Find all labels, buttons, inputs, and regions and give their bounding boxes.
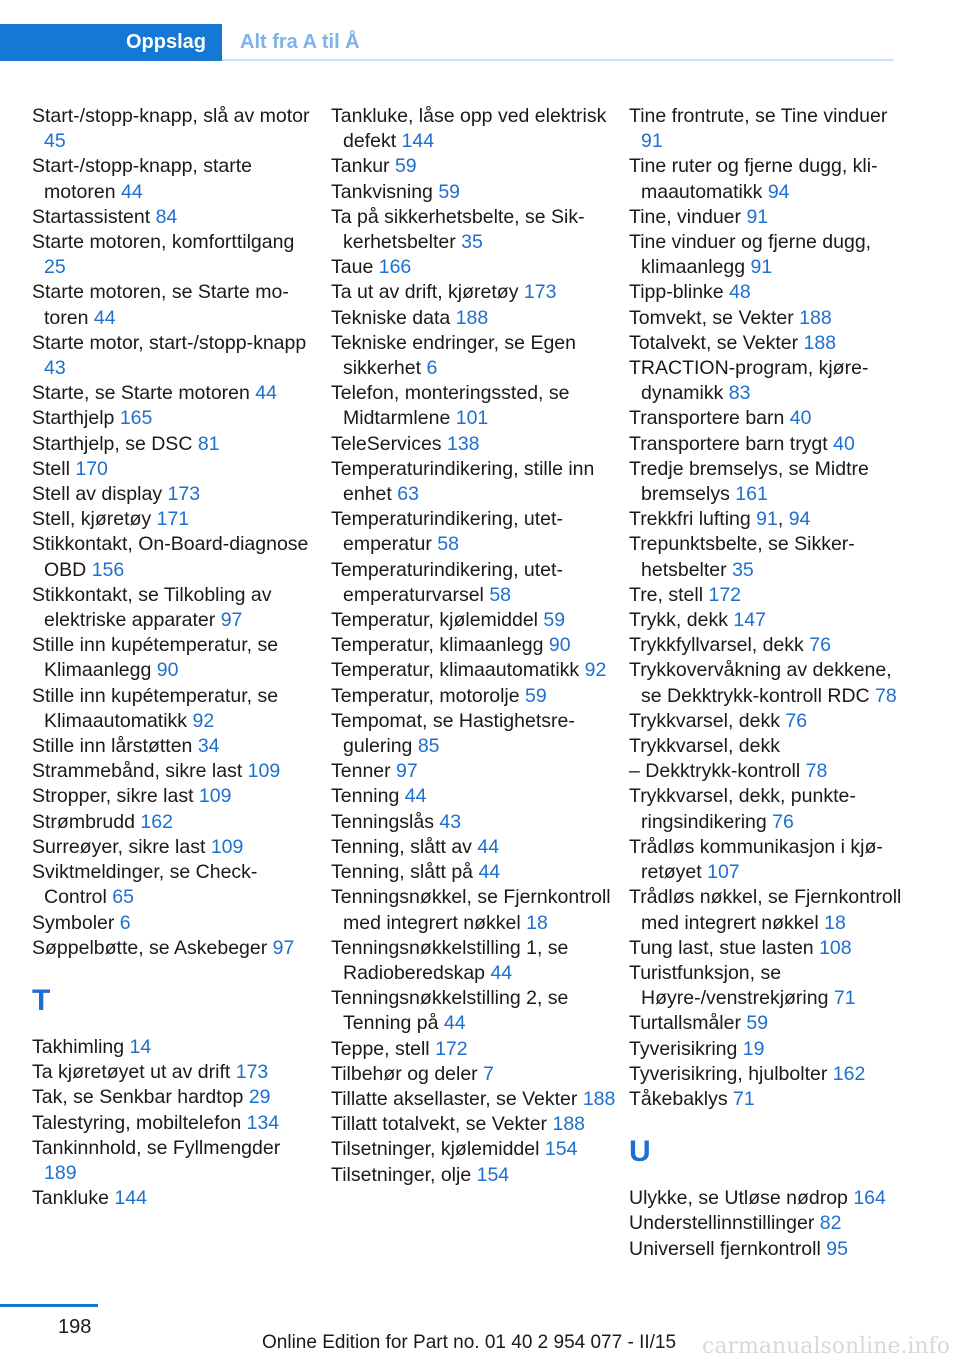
page-reference-link[interactable]: 165	[119, 407, 153, 430]
index-entry	[331, 658, 616, 683]
footer-divider	[0, 1304, 98, 1307]
page-reference-link[interactable]: 101	[455, 407, 489, 430]
index-entry	[32, 1035, 317, 1060]
page-reference-link[interactable]: 162	[832, 1062, 866, 1085]
index-term: Tekniske endringer, se Egen sikkerhet	[331, 331, 576, 380]
index-entry	[331, 885, 616, 935]
index-term: Trykkovervåkning av dekkene, se Dekktrykk-kontroll RDC	[629, 659, 892, 707]
page-reference-link[interactable]: 173	[523, 281, 557, 304]
page-reference-link[interactable]: 45	[44, 130, 66, 153]
index-entry	[32, 1136, 317, 1186]
page-reference-link[interactable]: 109	[210, 835, 244, 858]
page-reference-link[interactable]: 188	[582, 1087, 616, 1110]
page-reference-link[interactable]: 25	[44, 256, 66, 279]
index-entry	[629, 633, 914, 658]
page-reference-link[interactable]: 59	[525, 684, 547, 707]
page-reference-link[interactable]: 7	[483, 1062, 494, 1085]
index-term: Turtallsmåler	[629, 1012, 741, 1035]
tab-oppslag[interactable]: Oppslag	[0, 24, 222, 61]
index-entry	[629, 784, 914, 834]
page-reference-link[interactable]: 189	[44, 1161, 77, 1184]
page-reference-link[interactable]: 44	[404, 785, 427, 808]
index-entry	[32, 532, 317, 582]
page-reference-link[interactable]: 6	[426, 357, 438, 380]
index-term: Talestyring, mobiltelefon	[32, 1111, 242, 1134]
index-entry	[32, 911, 317, 936]
page-reference-link[interactable]: 43	[439, 810, 462, 833]
page-reference-link[interactable]: 48	[729, 281, 751, 304]
index-term: Taue	[331, 256, 374, 279]
index-term: Trykkvarsel, dekk	[629, 735, 780, 758]
index-term: Tyverisikring	[629, 1037, 738, 1060]
index-entry	[331, 709, 616, 759]
page-reference-link[interactable]: 44	[93, 306, 116, 329]
index-entry	[32, 583, 317, 633]
index-entry	[32, 457, 317, 482]
index-term: Tenning, slått på	[331, 861, 474, 884]
index-term: Startassistent	[32, 205, 151, 228]
page-reference-link[interactable]: 95	[826, 1237, 848, 1260]
index-entry	[331, 558, 616, 608]
index-entry	[629, 306, 914, 331]
page-reference-link[interactable]: 97	[220, 609, 243, 632]
page-reference-link[interactable]: 162	[140, 810, 173, 833]
page-reference-link[interactable]: 81	[197, 432, 220, 455]
index-entry	[629, 1062, 914, 1087]
index-term: Turistfunksjon, se Høyre-/venstrekjøring	[629, 961, 829, 1010]
index-entry	[331, 205, 616, 255]
index-entry	[629, 230, 914, 280]
index-entry	[331, 1112, 616, 1137]
index-entry	[629, 406, 914, 431]
index-term: Universell fjernkontroll	[629, 1237, 821, 1260]
page-reference-link[interactable]: 78	[875, 684, 897, 707]
page-reference-link[interactable]: 44	[478, 861, 501, 884]
index-term: Starthjelp, se DSC	[32, 432, 193, 455]
page-reference-link[interactable]: 44	[120, 180, 143, 203]
page-reference-link[interactable]: 109	[198, 785, 232, 808]
index-term: Temperaturindikering, utetemperatur	[331, 508, 563, 556]
index-term: Tankvisning	[331, 180, 433, 203]
page-reference-link[interactable]: 154	[544, 1138, 578, 1161]
index-entry	[331, 331, 616, 381]
index-term: Trådløs nøkkel, se Fjernkontroll med integrert nøkkel	[629, 886, 902, 934]
page-reference-link[interactable]: 82	[819, 1212, 842, 1235]
index-entry	[331, 684, 616, 709]
index-entry	[32, 759, 317, 784]
edition-note: Online Edition for Part no. 01 40 2 954 077 - II/15	[262, 1332, 677, 1353]
index-entry	[32, 633, 317, 683]
page-reference-link[interactable]: 63	[397, 483, 419, 506]
index-term: Tine frontrute, se Tine vinduer	[629, 105, 888, 127]
index-term: Transportere barn	[629, 407, 785, 430]
index-entry	[629, 759, 914, 784]
index-term: Temperaturindikering, utetemperaturvarsel	[331, 558, 563, 606]
index-term: Transportere barn trygt	[629, 432, 828, 455]
index-entry	[32, 1186, 317, 1211]
index-term: Stille inn kupétemperatur, se Klimaautomatikk	[32, 684, 279, 732]
index-term: Tine, vinduer	[629, 205, 742, 228]
index-entry	[32, 936, 317, 961]
index-entry	[331, 180, 616, 205]
page-reference-link[interactable]: 71	[733, 1087, 755, 1110]
index-entry	[629, 608, 914, 633]
index-term: Tåkebaklys	[629, 1087, 728, 1110]
page-reference-link[interactable]: 14	[129, 1035, 152, 1058]
page-reference-link[interactable]: 91	[641, 130, 663, 153]
index-term: Understellinnstillinger	[629, 1212, 815, 1235]
index-entry	[32, 1111, 317, 1136]
index-term: Stikkontakt, se Tilkobling av elektriske apparater	[32, 583, 272, 632]
index-entry	[629, 1211, 914, 1236]
page-number: 198	[58, 1316, 92, 1338]
page-reference-link[interactable]: 109	[247, 760, 281, 783]
index-entry	[629, 104, 914, 154]
index-entry	[32, 835, 317, 860]
header-divider	[222, 59, 894, 61]
page-reference-link[interactable]: 97	[272, 936, 295, 959]
index-entry	[629, 532, 914, 582]
index-term: Tenningsnøkkelstilling 1, se Radioberedskap	[331, 936, 569, 984]
index-term: Tilsetninger, olje	[331, 1163, 472, 1186]
index-term: Temperatur, klimaanlegg	[331, 634, 544, 657]
index-term: TRACTION-program, kjøredynamikk	[629, 357, 869, 405]
page-reference-link[interactable]: 84	[155, 205, 178, 228]
index-term: Start-/stopp-knapp, starte motoren	[32, 155, 253, 203]
page-reference-link[interactable]: 59	[746, 1012, 769, 1035]
index-entry	[629, 432, 914, 457]
index-term: Trykkvarsel, dekk	[629, 709, 780, 732]
index-entry	[629, 709, 914, 734]
index-term: Trekkfri lufting	[629, 508, 751, 531]
index-entry	[629, 205, 914, 230]
index-entry	[32, 684, 317, 734]
index-entry	[331, 633, 616, 658]
watermark: carmanualsonline.info	[702, 1334, 950, 1359]
index-entry	[629, 583, 914, 608]
page-reference-link[interactable]: 173	[167, 483, 201, 506]
page-reference-link[interactable]: 154	[476, 1163, 510, 1186]
page-reference-link[interactable]: 76	[772, 810, 794, 833]
index-entry	[629, 457, 914, 507]
index-entry	[32, 482, 317, 507]
index-entry	[331, 306, 616, 331]
page-reference-link[interactable]: 161	[735, 483, 768, 506]
index-term: Tilsetninger, kjølemiddel	[331, 1138, 540, 1161]
index-entry	[331, 810, 616, 835]
index-term: Tyverisikring, hjulbolter	[629, 1062, 828, 1085]
page-reference-link[interactable]: 147	[733, 609, 766, 632]
index-term: Stell	[32, 457, 70, 480]
index-term: Tankur	[331, 155, 390, 178]
index-entry	[32, 406, 317, 431]
index-entry	[629, 936, 914, 961]
index-term: Starte motoren, komforttilgang	[32, 231, 295, 254]
index-term: Starthjelp	[32, 407, 115, 430]
index-entry	[331, 835, 616, 860]
index-term: Stropper, sikre last	[32, 785, 194, 808]
index-entry	[32, 205, 317, 230]
index-entry	[331, 507, 616, 557]
index-term: Symboler	[32, 911, 115, 934]
index-entry	[331, 860, 616, 885]
page-reference-link[interactable]: 71	[833, 987, 856, 1010]
index-entry	[331, 104, 616, 154]
index-column-3	[629, 104, 914, 1262]
index-term: Tempomat, se Hastighetsregulering	[331, 709, 575, 758]
index-entry	[629, 961, 914, 1011]
page-reference-link[interactable]: 58	[489, 583, 512, 606]
page-reference-link[interactable]: 76	[785, 709, 808, 732]
index-entry	[331, 432, 616, 457]
index-term: Tankluke, låse opp ved elektrisk defekt	[331, 105, 607, 153]
index-entry	[629, 885, 914, 935]
index-entry	[32, 280, 317, 330]
index-entry	[32, 230, 317, 280]
page-reference-link[interactable]: 144	[114, 1187, 147, 1210]
page-reference-link[interactable]: 65	[112, 886, 134, 909]
index-term: Tung last, stue lasten	[629, 936, 814, 959]
index-entry	[629, 734, 914, 759]
index-entry	[331, 936, 616, 986]
page-reference-link[interactable]: 144	[401, 130, 435, 153]
index-term: Temperatur, motorolje	[331, 684, 520, 707]
page-reference-link[interactable]: 43	[44, 357, 66, 380]
index-entry	[32, 784, 317, 809]
index-term: Tenningsnøkkelstilling 2, se Tenning på	[331, 987, 569, 1035]
index-term: Stille inn kupétemperatur, se Klimaanlegg	[32, 634, 279, 682]
index-term: Starte, se Starte motoren	[32, 382, 250, 405]
index-term: Starte motoren, se Starte motoren	[32, 281, 289, 329]
index-entry	[331, 457, 616, 507]
index-entry	[629, 1186, 914, 1211]
index-term: Ta kjøretøyet ut av drift	[32, 1061, 231, 1084]
page-reference-link[interactable]: 44	[255, 382, 277, 405]
page-reference-link[interactable]: 97	[396, 760, 418, 783]
index-term: Ta ut av drift, kjøretøy	[331, 281, 519, 304]
index-term: Totalvekt, se Vekter	[629, 331, 799, 354]
section-letter: U	[629, 1135, 651, 1169]
page-reference-link[interactable]: 188	[799, 306, 832, 329]
index-column-2	[331, 104, 616, 1188]
index-entry	[32, 331, 317, 381]
page-reference-link[interactable]: 138	[446, 432, 480, 455]
index-entry	[629, 1037, 914, 1062]
index-entry	[629, 154, 914, 204]
page-reference-link[interactable]: 90	[548, 634, 571, 657]
page-reference-link[interactable]: 173	[235, 1061, 269, 1084]
index-term: Søppelbøtte, se Askebeger	[32, 936, 268, 959]
index-term: Strammebånd, sikre last	[32, 760, 243, 783]
section-letter: T	[32, 983, 51, 1017]
index-term: Start-/stopp-knapp, slå av motor	[32, 105, 310, 127]
page-reference-link[interactable]: 166	[378, 256, 412, 279]
index-term: Tillatte aksellaster, se Vekter	[331, 1087, 578, 1110]
index-term: Trykkvarsel, dekk, punkteringsindikering	[629, 785, 856, 833]
index-term: Starte motor, start-/stopp-knapp	[32, 331, 307, 354]
page-reference-link[interactable]: 172	[435, 1037, 468, 1060]
page-reference-link[interactable]: 92	[584, 659, 607, 682]
page-reference-link[interactable]: 18	[824, 911, 846, 934]
index-term: Surreøyer, sikre last	[32, 835, 206, 858]
page-reference-link[interactable]: 44	[443, 1012, 466, 1035]
index-entry	[32, 432, 317, 457]
page-reference-link[interactable]: 171	[156, 508, 190, 531]
index-term: Ulykke, se Utløse nødrop	[629, 1187, 848, 1210]
page-reference-link[interactable]: 91	[746, 205, 769, 228]
page-reference-link[interactable]: 59	[394, 155, 417, 178]
index-term: Strømbrudd	[32, 810, 135, 833]
index-entry	[629, 331, 914, 356]
page-reference-link[interactable]: 85	[417, 735, 440, 758]
index-term: Trykkfyllvarsel, dekk	[629, 634, 804, 657]
index-entry	[629, 1237, 914, 1262]
index-entry	[331, 1137, 616, 1162]
index-term: Teppe, stell	[331, 1037, 430, 1060]
index-entry	[331, 608, 616, 633]
page-reference-link[interactable]: 188	[455, 306, 489, 329]
index-term: Temperaturindikering, stille inn enhet	[331, 457, 595, 506]
index-term: Tekniske data	[331, 306, 451, 329]
index-term: Stell, kjøretøy	[32, 508, 152, 531]
tab-alt-fra-a-til-aa[interactable]: Alt fra A til Å	[240, 31, 360, 53]
index-term: Tenningslås	[331, 810, 434, 833]
index-entry	[331, 1037, 616, 1062]
page-reference-link[interactable]: 83	[728, 382, 751, 405]
page-reference-link[interactable]: 59	[438, 180, 461, 203]
index-entry	[331, 1163, 616, 1188]
top-navigation	[0, 0, 960, 62]
index-term: Trykk, dekk	[629, 609, 728, 632]
page-reference-link[interactable]: 170	[75, 457, 108, 480]
index-entry	[32, 154, 317, 204]
page-reference-link[interactable]: 59	[543, 609, 566, 632]
page-reference-link[interactable]: 34	[197, 735, 220, 758]
index-term: Takhimling	[32, 1035, 125, 1058]
index-entry	[331, 784, 616, 809]
page-reference-link[interactable]: 134	[246, 1111, 280, 1134]
page-reference-link[interactable]: 94	[788, 508, 811, 531]
index-entry	[629, 280, 914, 305]
index-entry	[331, 1087, 616, 1112]
index-entry	[32, 1085, 317, 1110]
index-term: Tankinnhold, se Fyllmengder	[32, 1136, 281, 1159]
index-entry	[629, 356, 914, 406]
index-entry	[331, 154, 616, 179]
index-term: Tankluke	[32, 1187, 109, 1210]
page-reference-link[interactable]: 40	[833, 432, 855, 455]
page-reference-link[interactable]: 44	[490, 961, 513, 984]
index-entry	[331, 1062, 616, 1087]
index-entry	[331, 255, 616, 280]
index-term: Trådløs kommunikasjon i kjøretøyet	[629, 835, 883, 884]
page-reference-link[interactable]: 44	[477, 835, 500, 858]
index-term: Tenning	[331, 785, 400, 808]
index-entry	[629, 658, 914, 708]
page-reference-link[interactable]: 78	[805, 760, 828, 783]
index-term: Trepunktsbelte, se Sikkerhetsbelter	[629, 533, 855, 581]
index-term: Stille inn lårstøtten	[32, 735, 193, 758]
index-entry	[331, 986, 616, 1036]
page-reference-link[interactable]: 188	[803, 331, 837, 354]
index-term: Tomvekt, se Vekter	[629, 306, 794, 329]
page-reference-link[interactable]: 92	[192, 709, 215, 732]
index-term: Tilbehør og deler	[331, 1062, 478, 1085]
index-term: Ta på sikkerhetsbelte, se Sikkerhetsbelter	[331, 205, 585, 254]
page-reference-link[interactable]: 91	[756, 508, 778, 531]
index-term: TeleServices	[331, 432, 442, 455]
index-term: Tipp-blinke	[629, 281, 724, 304]
index-term: Tre, stell	[629, 583, 704, 606]
page-reference-link[interactable]: 91	[750, 256, 773, 279]
page-reference-link[interactable]: 172	[708, 583, 742, 606]
index-entry	[629, 835, 914, 885]
index-term: Tillatt totalvekt, se Vekter	[331, 1113, 548, 1136]
index-entry	[32, 104, 317, 154]
index-entry	[32, 381, 317, 406]
page-reference-link[interactable]: 6	[119, 911, 131, 934]
index-term: Tine vinduer og fjerne dugg, klimaanlegg	[629, 231, 872, 279]
page-reference-link[interactable]: 156	[91, 558, 125, 581]
index-entry	[32, 734, 317, 759]
index-entry	[32, 507, 317, 532]
page-reference-link[interactable]: 188	[552, 1113, 586, 1136]
index-term: Tine ruter og fjerne dugg, klimaautomatikk	[629, 155, 878, 203]
index-entry	[331, 759, 616, 784]
index-term: Tenning, slått av	[331, 835, 472, 858]
page-reference-link[interactable]: 19	[742, 1037, 765, 1060]
index-term: Sviktmeldinger, se Check-Control	[32, 861, 258, 909]
index-column-1	[32, 104, 317, 1211]
index-term: – Dekktrykk-kontroll	[629, 760, 801, 783]
index-entry	[629, 1087, 914, 1112]
page-reference-link[interactable]: 29	[248, 1086, 271, 1109]
index-term: Temperatur, kjølemiddel	[331, 609, 538, 632]
page-reference-link[interactable]: 35	[461, 231, 483, 254]
page-reference-link[interactable]: 94	[767, 180, 790, 203]
page-reference-link[interactable]: 40	[789, 407, 812, 430]
index-term: Telefon, monteringssted, se Midtarmlene	[331, 382, 570, 430]
index-term: Tenningsnøkkel, se Fjernkontroll med integrert nøkkel	[331, 886, 611, 934]
index-term: Temperatur, klimaautomatikk	[331, 659, 580, 682]
page-reference-link[interactable]: 90	[156, 659, 179, 682]
page-reference-link[interactable]: 108	[819, 936, 852, 959]
page-reference-link[interactable]: 107	[707, 861, 740, 884]
page-reference-link[interactable]: 18	[526, 911, 548, 934]
index-entry: Trekkfri lufting 91, 94	[629, 508, 811, 531]
index-term: Tredje bremselys, se Midtre bremselys	[629, 457, 869, 506]
index-term: Stell av display	[32, 483, 163, 506]
index-entry	[629, 1011, 914, 1036]
page-reference-link[interactable]: 35	[732, 558, 754, 581]
index-entry	[32, 1060, 317, 1085]
index-entry	[32, 810, 317, 835]
page-reference-link[interactable]: 76	[809, 634, 831, 657]
index-entry	[32, 860, 317, 910]
page-reference-link[interactable]: 58	[437, 533, 459, 556]
index-entry	[331, 381, 616, 431]
page-reference-link[interactable]: 164	[853, 1187, 886, 1210]
index-term: Stikkontakt, On-Board-diagnose OBD	[32, 533, 309, 581]
index-term: Tenner	[331, 760, 391, 783]
index-entry	[331, 280, 616, 305]
index-term: Tak, se Senkbar hardtop	[32, 1086, 244, 1109]
